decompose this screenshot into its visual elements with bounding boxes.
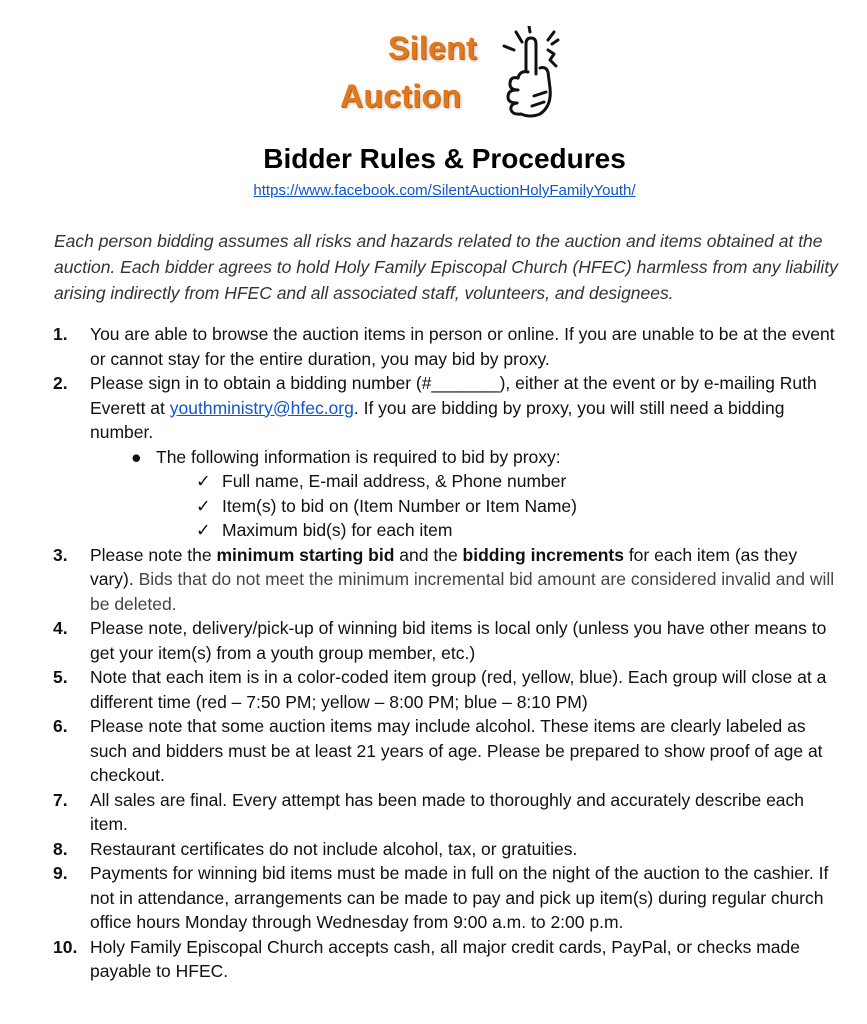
emphasis-minimum-bid: minimum starting bid: [216, 544, 395, 565]
rule-item-8: [0, 837, 867, 862]
rule-text: and the: [394, 544, 463, 565]
rule-text: Bids that do not meet the minimum incremental bid amount are considered invalid and will be deleted.: [90, 569, 835, 614]
rule-text: All sales are final. Every attempt has been made to thoroughly and accurately describe each item.: [90, 789, 805, 834]
rule-item-1: [0, 322, 867, 371]
liability-disclaimer: Each person bidding assumes all risks and hazards related to the auction and items obtained at the auction. Each bidder agrees to hold Holy Family Episcopal Church (HFEC) harmless from any liability arising indirectly from HFEC and all associated staff, volunteers, and designees.: [54, 231, 838, 303]
check-text: Full name, E-mail address, & Phone number: [222, 471, 567, 491]
rule-text: Payments for winning bid items must be made in full on the night of the auction to the cashier. If not in attendance, arrangements can be made to pay and pick up item(s) during regular church office hours Monday through Wednesday from 9:00 a.m. to 2:00 p.m.: [90, 863, 829, 932]
email-link[interactable]: youthministry@hfec.org: [169, 397, 354, 418]
bullet-text: The following information is required to bid by proxy:: [156, 446, 561, 467]
rule-text: Please note, delivery/pick-up of winning bid items is local only (unless you have other means to get your item(s) from a youth group member, etc.): [90, 618, 827, 663]
rule-item-4: [0, 616, 867, 665]
check-text: Maximum bid(s) for each item: [222, 520, 453, 540]
facebook-link[interactable]: https://www.facebook.com/SilentAuctionHolyFamilyYouth/: [253, 182, 636, 199]
rule-number: 6.: [53, 716, 68, 736]
check-item: [0, 518, 867, 543]
checkmark-icon: ✓: [196, 520, 211, 540]
check-item: [0, 469, 867, 494]
rule-number: 7.: [53, 789, 68, 810]
logo-text-auction: Auction: [340, 78, 462, 114]
checkmark-icon: ✓: [196, 471, 211, 491]
raised-hand-bidding-icon: [496, 26, 560, 122]
rule-item-9: [0, 861, 867, 935]
rule-item-2: [0, 371, 867, 445]
rule-text: Please note the: [90, 544, 217, 565]
rule-item-6: [0, 714, 867, 788]
rule-number: 2.: [53, 373, 68, 393]
rule-text: You are able to browse the auction items in person or online. If you are unable to be at the event or cannot stay for the entire duration, you may bid by proxy.: [90, 324, 835, 369]
rule-text: for each item (as they vary).: [90, 544, 798, 589]
bullet-dot: ●: [131, 446, 142, 467]
rules-list: [0, 322, 867, 984]
emphasis-bid-increments: bidding increments: [462, 544, 624, 565]
logo-text-silent: Silent: [388, 30, 477, 66]
rule-text: Restaurant certificates do not include alcohol, tax, or gratuities.: [90, 838, 578, 859]
rule-item-5: [0, 665, 867, 714]
rule-item-10: [0, 935, 867, 984]
rule-text: Note that each item is in a color-coded item group (red, yellow, blue). Each group will close at a different time (red – 7:50 PM; yellow – 8:00 PM; blue – 8:10 PM): [90, 667, 827, 712]
check-text: Item(s) to bid on (Item Number or Item Name): [222, 495, 577, 516]
checkmark-icon: ✓: [196, 495, 211, 516]
rule-number: 9.: [53, 863, 68, 883]
rule-text: Please sign in to obtain a bidding number (#_______), either at the event or by e-mailing Ruth Everett at: [90, 373, 817, 418]
rule-text: Holy Family Episcopal Church accepts cash, all major credit cards, PayPal, or checks made payable to HFEC.: [90, 936, 800, 981]
rule-number: 10.: [53, 936, 78, 957]
rule-item-7: [0, 788, 867, 837]
rule-text: Please note that some auction items may include alcohol. These items are clearly labeled as such and bidders must be at least 21 years of age. Please be prepared to show proof of age at checkout.: [90, 716, 823, 785]
rule-number: 4.: [53, 618, 68, 638]
rule-item-3: [0, 543, 867, 617]
page-title: Bidder Rules & Procedures: [263, 143, 626, 174]
proxy-requirements: [0, 445, 867, 470]
check-item: [0, 494, 867, 519]
rule-number: 1.: [53, 324, 68, 344]
rule-number: 3.: [53, 544, 68, 565]
rule-number: 8.: [53, 838, 68, 859]
rule-text-cont: . If you are bidding by proxy, you will still need a bidding number.: [90, 397, 785, 442]
rule-number: 5.: [53, 667, 68, 687]
